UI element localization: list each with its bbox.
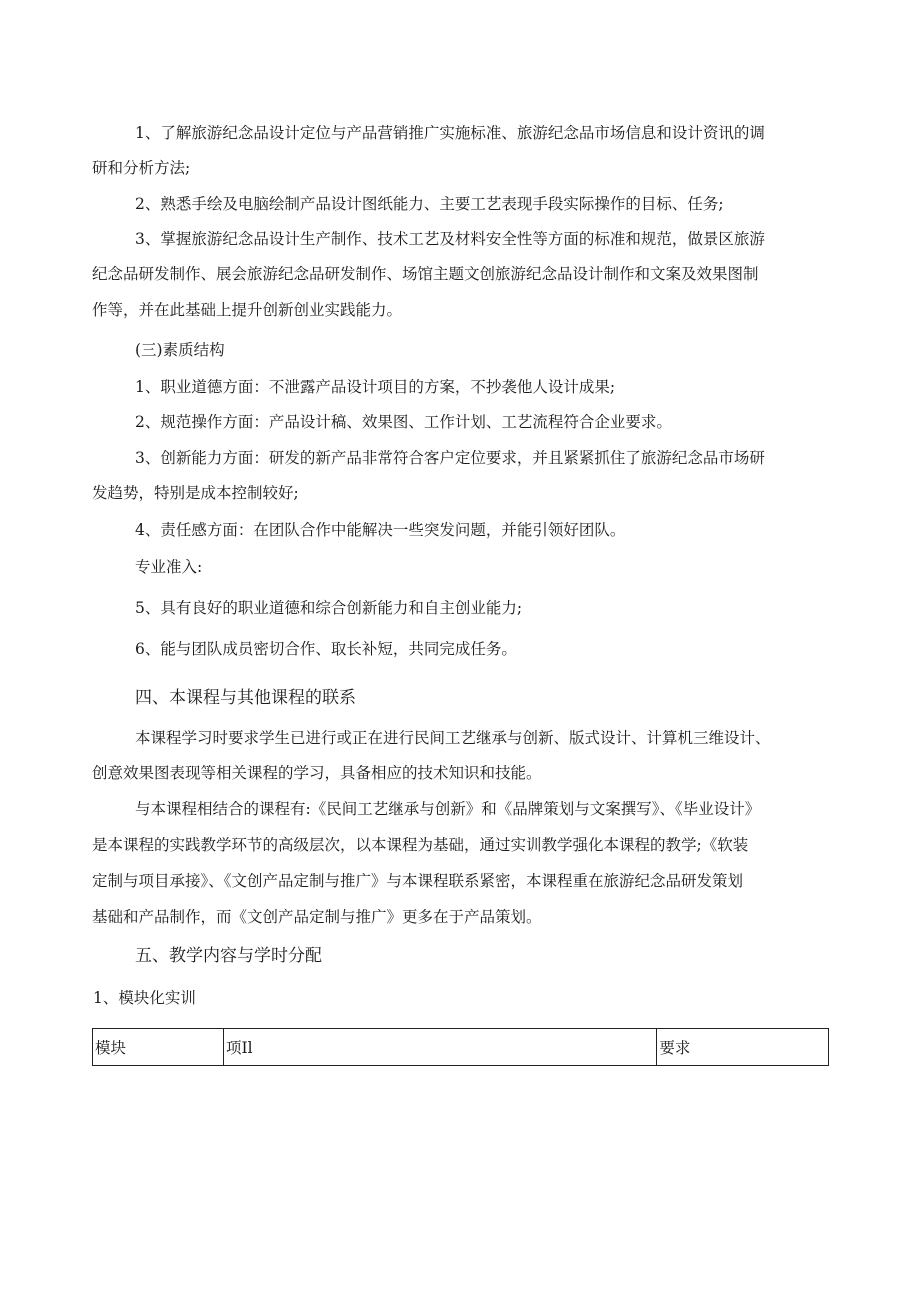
- knowledge-item-2: 2、熟悉手绘及电脑绘制产品设计图纸能力、主要工艺表现手段实际操作的目标、任务;: [135, 195, 724, 213]
- table-header-requirement: 要求: [657, 1029, 829, 1066]
- section-4-para-2-line-3: 定制与项目承接》、《文创产品定制与推广》与本课程联系紧密，本课程重在旅游纪念品研发策划: [92, 872, 744, 890]
- section-5-heading: 五、教学内容与学时分配: [135, 946, 322, 966]
- table-header-project: 项Il: [224, 1029, 657, 1066]
- section-4-para-2-line-4: 基础和产品制作，而《文创产品定制与推广》更多在于产品策划。: [92, 908, 542, 926]
- quality-item-5: 5、具有良好的职业道德和综合创新能力和自主创业能力;: [135, 599, 523, 617]
- section-4-para-1-line-1: 本课程学习时要求学生已进行或正在进行民间工艺继承与创新、版式设计、计算机三维设计、: [135, 729, 771, 747]
- knowledge-item-1-line-2: 研和分析方法;: [92, 159, 191, 177]
- quality-heading: (三)素质结构: [135, 341, 225, 359]
- quality-item-3-line-1: 3、创新能力方面：研发的新产品非常符合客户定位要求，并且紧紧抓住了旅游纪念品市场研: [135, 449, 765, 467]
- knowledge-item-3-line-3: 作等，并在此基础上提升创新创业实践能力。: [92, 301, 403, 319]
- section-4-para-1-line-2: 创意效果图表现等相关课程的学习，具备相应的技术知识和技能。: [92, 764, 542, 782]
- quality-item-3-line-2: 发趋势，特别是成本控制较好;: [92, 484, 299, 502]
- knowledge-item-3-line-1: 3、掌握旅游纪念品设计生产制作、技术工艺及材料安全性等方面的标准和规范，做景区旅游: [135, 230, 765, 248]
- quality-item-1: 1、职业道德方面：不泄露产品设计项目的方案，不抄袭他人设计成果;: [135, 378, 616, 396]
- knowledge-item-1-line-1: 1、了解旅游纪念品设计定位与产品营销推广实施标准、旅游纪念品市场信息和设计资讯的调: [135, 124, 765, 142]
- knowledge-item-3-line-2: 纪念品研发制作、展会旅游纪念品研发制作、场馆主题文创旅游纪念品设计制作和文案及效果图制: [92, 265, 759, 283]
- section-4-para-2-line-2: 是本课程的实践教学环节的高级层次，以本课程为基础，通过实训教学强化本课程的教学;《软装: [92, 836, 749, 854]
- quality-item-6: 6、能与团队成员密切合作、取长补短，共同完成任务。: [135, 640, 517, 658]
- section-4-para-2-line-1: 与本课程相结合的课程有:《民间工艺继承与创新》和《品牌策划与文案撰写》、《毕业设计》: [135, 800, 761, 818]
- quality-item-4: 4、责任感方面：在团队合作中能解决一些突发问题，并能引领好团队。: [135, 521, 626, 539]
- table-header-module: 模块: [93, 1029, 224, 1066]
- section-5-subheading: 1、模块化实训: [93, 989, 196, 1007]
- table-header-row: [93, 1029, 829, 1066]
- professional-entry-label: 专业准入:: [135, 558, 203, 576]
- section-4-heading: 四、本课程与其他课程的联系: [135, 688, 356, 708]
- quality-item-2: 2、规范操作方面：产品设计稿、效果图、工作计划、工艺流程符合企业要求。: [135, 413, 672, 431]
- module-training-table: [92, 1028, 829, 1066]
